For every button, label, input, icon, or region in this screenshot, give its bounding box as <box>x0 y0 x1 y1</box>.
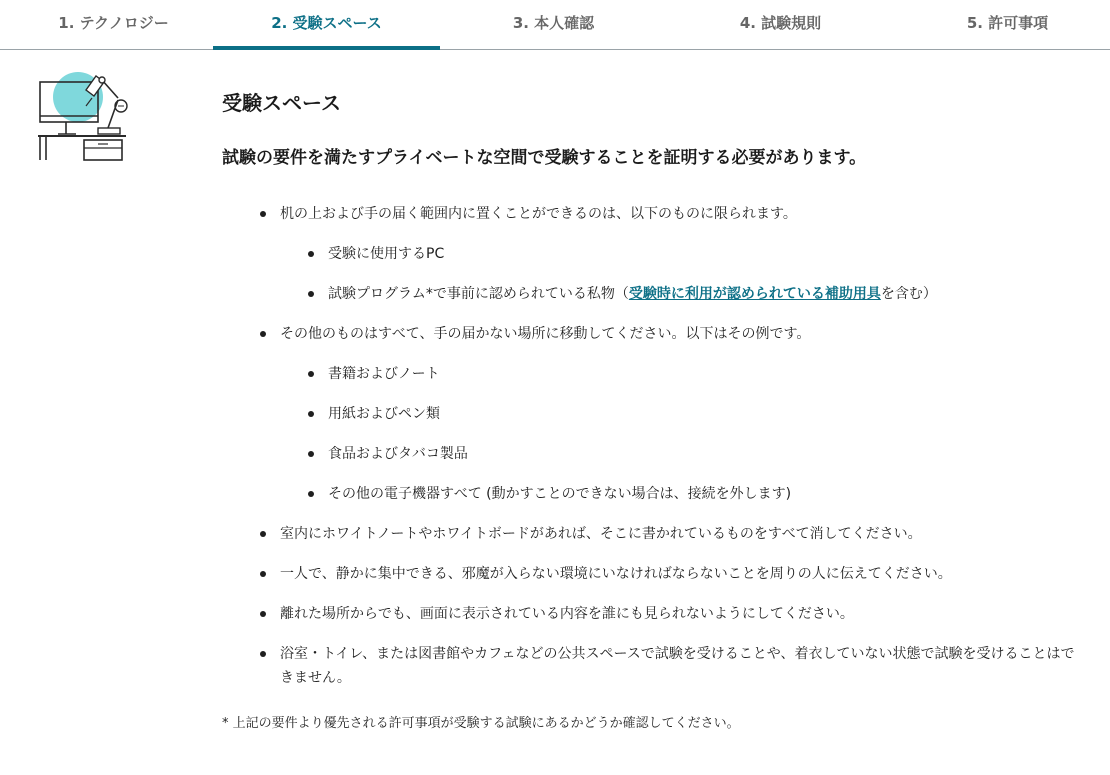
list-item-prefix: 試験プログラム*で事前に認められている私物（ <box>328 286 629 302</box>
list-item-text: 用紙およびペン類 <box>328 406 440 422</box>
tab-technology[interactable]: 1. テクノロジー <box>58 14 169 32</box>
list-item <box>260 322 1082 506</box>
list-item <box>260 202 1082 306</box>
requirements-list <box>222 202 1082 690</box>
list-item-text: 食品およびタバコ製品 <box>328 446 468 462</box>
list-item <box>308 482 1082 506</box>
list-item-text: 机の上および手の届く範囲内に置くことができるのは、以下のものに限られます。 <box>280 206 797 222</box>
tab-identity-check[interactable]: 3. 本人確認 <box>512 14 595 32</box>
desk-lamp-workspace-icon <box>36 72 132 164</box>
list-item-text: 浴室・トイレ、または図書館やカフェなどの公共スペースで試験を受けることや、着衣していない状態で試験を受けることはできません。 <box>280 646 1075 686</box>
list-item-text: 書籍およびノート <box>328 366 440 382</box>
list-item <box>308 442 1082 466</box>
list-item <box>260 562 1082 586</box>
list-item-text: 室内にホワイトノートやホワイトボードがあれば、そこに書かれているものをすべて消してください。 <box>280 526 922 542</box>
list-item <box>308 242 1082 266</box>
tab-exam-space[interactable]: 2. 受験スペース <box>213 0 440 50</box>
allowed-items-list <box>280 242 1082 306</box>
list-item <box>308 282 1082 306</box>
list-item <box>260 522 1082 546</box>
list-item <box>260 602 1082 626</box>
example-items-list <box>280 362 1082 506</box>
list-item-text: 一人で、静かに集中できる、邪魔が入らない環境にいなければならないことを周りの人に伝えてください。 <box>280 566 952 582</box>
list-item-text: その他の電子機器すべて (動かすことのできない場合は、接続を外します) <box>328 486 792 502</box>
list-item <box>308 362 1082 386</box>
main-content <box>222 86 1082 734</box>
tab-permissions[interactable]: 5. 許可事項 <box>966 14 1049 32</box>
page-subtitle: 試験の要件を満たすプライベートな空間で受験することを証明する必要があります。 <box>222 148 867 168</box>
tab-exam-rules[interactable]: 4. 試験規則 <box>739 14 822 32</box>
list-item-text: その他のものはすべて、手の届かない場所に移動してください。以下はその例です。 <box>280 326 811 342</box>
list-item <box>308 402 1082 426</box>
list-item <box>260 642 1082 690</box>
list-item-suffix: を含む） <box>880 286 937 302</box>
approved-aids-link[interactable]: 受験時に利用が認められている補助用具 <box>628 286 881 302</box>
step-tabs <box>0 0 1110 50</box>
page-title: 受験スペース <box>222 91 341 115</box>
list-item-text: 離れた場所からでも、画面に表示されている内容を誰にも見られないようにしてください。 <box>280 606 854 622</box>
footnote: * 上記の要件より優先される許可事項が受験する試験にあるかどうか確認してください。 <box>222 716 740 731</box>
list-item-text: 受験に使用するPC <box>328 246 445 262</box>
